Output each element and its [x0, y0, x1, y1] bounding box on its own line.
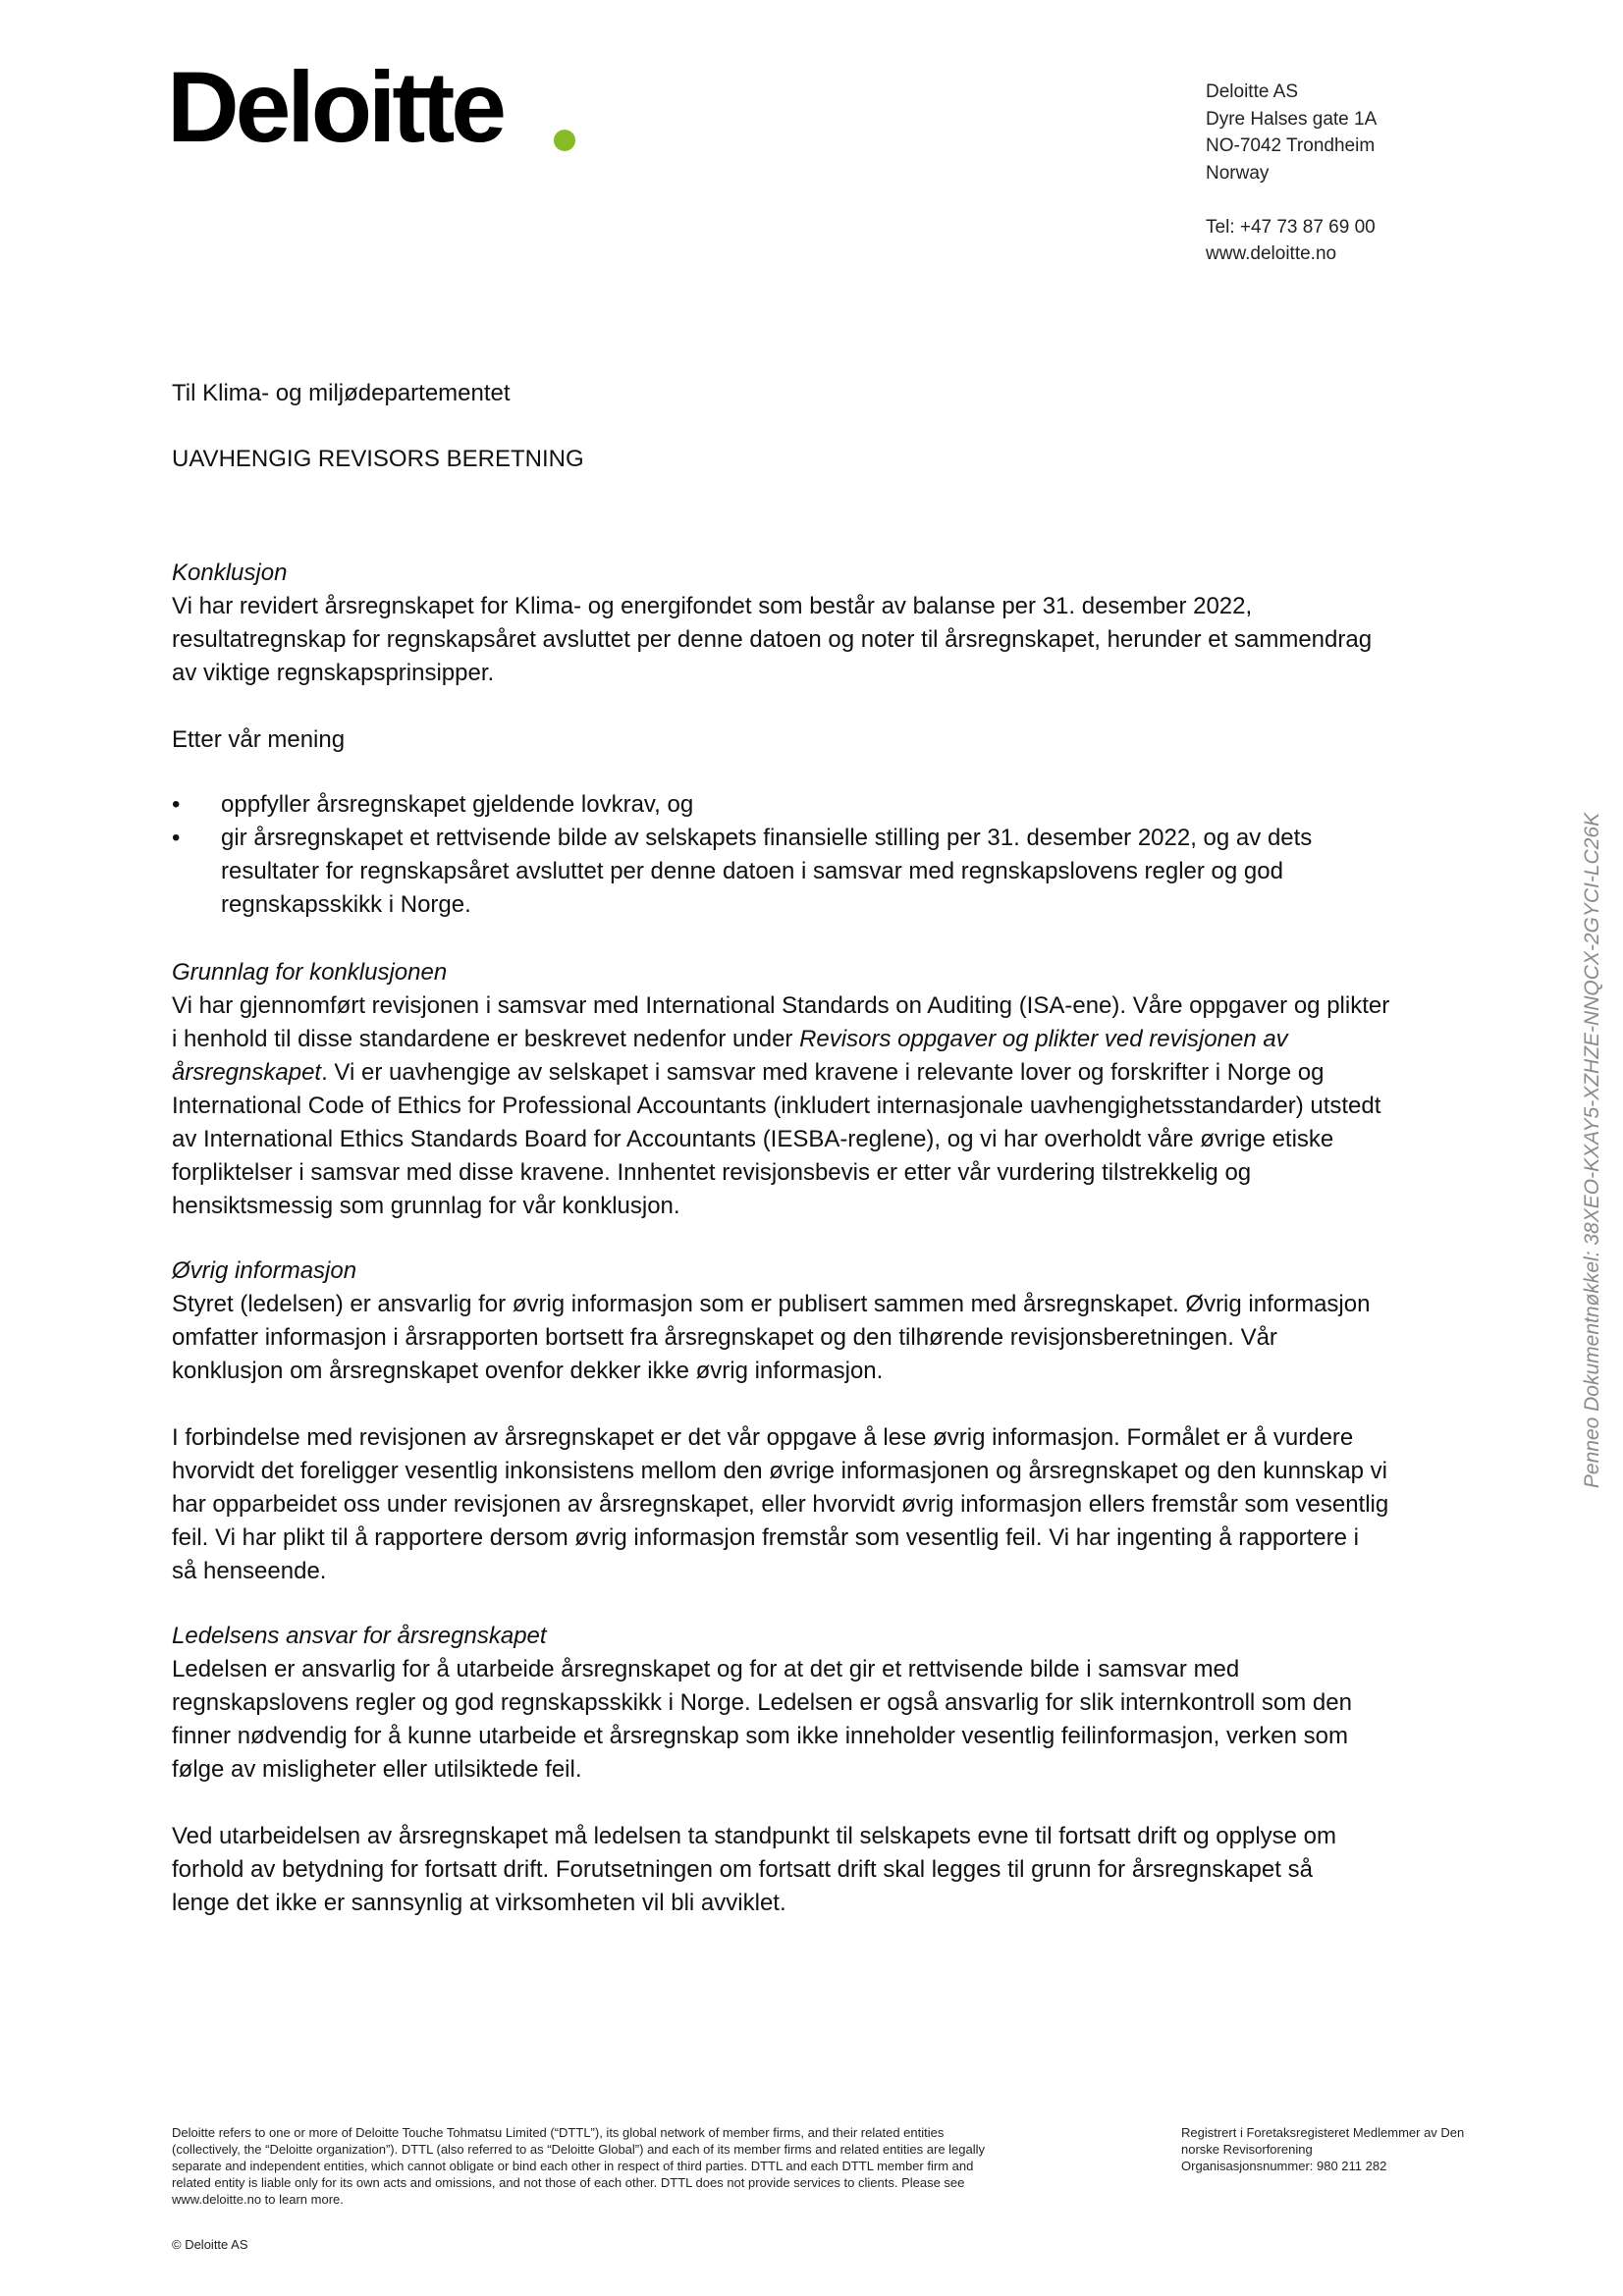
text-line: regnskapslovens regler og god regnskapsskikk i Norge. Ledelsen er også ansvarlig for slik internkontroll som den	[172, 1689, 1352, 1716]
text-line: lenge det ikke er sannsynlig at virksomheten vil bli avviklet.	[172, 1890, 786, 1916]
penneo-document-key: Penneo Dokumentnøkkel: 38XEO-KXAY5-XZHZE-NNQCX-2GYCI-LC26K	[1581, 812, 1603, 1489]
address-line: Deloitte AS	[1206, 81, 1298, 102]
text-line: International Code of Ethics for Professional Accountants (inkludert internasjonale uavhengighetsstandarder) utstedt	[172, 1093, 1381, 1119]
text-line: Ved utarbeidelsen av årsregnskapet må ledelsen ta standpunkt til selskapets evne til fortsatt drift og opplyse om	[172, 1823, 1337, 1849]
text-line: finner nødvendig for å kunne utarbeide et årsregnskap som ikke inneholder vesentlig feilinformasjon, verken som	[172, 1723, 1348, 1749]
list-item	[172, 822, 1312, 922]
text-line: konklusjon om årsregnskapet ovenfor dekker ikke øvrig informasjon.	[172, 1358, 884, 1384]
section-heading: Ledelsens ansvar for årsregnskapet	[172, 1623, 547, 1649]
text-line	[172, 1023, 1389, 1056]
footer-registration	[1181, 2124, 1464, 2174]
text-line: hensiktsmessig som grunnlag for vår konklusjon.	[172, 1193, 680, 1219]
section-ovrig-informasjon	[172, 1255, 1388, 1588]
footer-line: (collectively, the “Deloitte organization”). DTTL (also referred to as “Deloitte Global”) and each of its member firms and related entities are legally	[172, 2142, 986, 2157]
company-address	[1206, 79, 1377, 268]
footer-line: separate and independent entities, which cannot obligate or bind each other in respect of third parties. DTTL and each DTTL member firm and	[172, 2159, 974, 2173]
footer-disclaimer	[172, 2124, 985, 2208]
text-line: resultater for regnskapsåret avsluttet per denne datoen i samsvar med regnskapslovens regler og god	[221, 858, 1283, 884]
text-line: feil. Vi har plikt til å rapportere dersom øvrig informasjon fremstår som vesentlig feil. Vi har ingenting å rapportere i	[172, 1524, 1359, 1551]
section-heading: Øvrig informasjon	[172, 1257, 357, 1284]
footer-line: Organisasjonsnummer: 980 211 282	[1181, 2159, 1387, 2173]
text-line: Vi har gjennomført revisjonen i samsvar med International Standards on Auditing (ISA-ene). Våre oppgaver og plikter	[172, 992, 1390, 1019]
footer-copyright: © Deloitte AS	[172, 2237, 248, 2252]
text-line: Styret (ledelsen) er ansvarlig for øvrig informasjon som er publisert sammen med årsregnskapet. Øvrig informasjon	[172, 1291, 1371, 1317]
text-line	[172, 1056, 1389, 1090]
address-line: Norway	[1206, 162, 1270, 184]
telephone: Tel: +47 73 87 69 00	[1206, 216, 1376, 238]
bullet-icon: •	[172, 825, 181, 851]
text-line: har opparbeidet oss under revisjonen av årsregnskapet, eller hvorvidt øvrig informasjon ellers fremstår som vesentlig	[172, 1491, 1389, 1518]
logo-green-dot	[554, 130, 575, 151]
section-konklusjon	[172, 557, 1372, 757]
recipient: Til Klima- og miljødepartementet	[172, 380, 511, 406]
text-line: så henseende.	[172, 1558, 327, 1584]
text-segment: . Vi er uavhengige av selskapet i samsvar med kravene i relevante lover og forskrifter i Norge og	[321, 1059, 1325, 1086]
section-reference: Revisors oppgaver og plikter ved revisjonen av	[799, 1026, 1288, 1052]
bullet-icon: •	[172, 791, 181, 818]
text-line: regnskapsskikk i Norge.	[221, 891, 471, 918]
section-heading: Konklusjon	[172, 560, 288, 586]
text-segment: i henhold til disse standardene er beskrevet nedenfor under	[172, 1026, 800, 1052]
text-line: gir årsregnskapet et rettvisende bilde av selskapets finansielle stilling per 31. desember 2022, og av dets	[221, 825, 1313, 851]
website: www.deloitte.no	[1206, 243, 1337, 264]
footer-line: Registrert i Foretaksregisteret Medlemmer av Den	[1181, 2125, 1465, 2140]
report-title: UAVHENGIG REVISORS BERETNING	[172, 446, 584, 472]
text-line: av International Ethics Standards Board for Accountants (IESBA-reglene), og vi har overholdt våre øvrige etiske	[172, 1126, 1334, 1152]
text-line: I forbindelse med revisjonen av årsregnskapet er det vår oppgave å lese øvrig informasjon. Formålet er å vurdere	[172, 1424, 1354, 1451]
footer-line: Deloitte refers to one or more of Deloitte Touche Tohmatsu Limited (“DTTL”), its global network of member firms, and their related entities	[172, 2125, 945, 2140]
section-reference: årsregnskapet	[172, 1059, 322, 1086]
section-ledelsens-ansvar	[172, 1620, 1352, 1920]
text-line: Vi har revidert årsregnskapet for Klima- og energifondet som består av balanse per 31. desember 2022,	[172, 593, 1253, 619]
opinion-intro: Etter vår mening	[172, 726, 346, 753]
footer-line: www.deloitte.no to learn more.	[172, 2192, 344, 2207]
deloitte-logo: Deloitte	[167, 51, 504, 163]
footer-line: norske Revisorforening	[1181, 2142, 1313, 2157]
text-line: av viktige regnskapsprinsipper.	[172, 660, 495, 686]
text-line: forpliktelser i samsvar med disse kravene. Innhentet revisjonsbevis er etter vår vurdering tilstrekkelig og	[172, 1159, 1252, 1186]
text-line: følge av misligheter eller utilsiktede feil.	[172, 1756, 582, 1783]
section-heading: Grunnlag for konklusjonen	[172, 959, 448, 986]
text-line: hvorvidt det foreligger vesentlig inkonsistens mellom den øvrige informasjonen og årsregnskapet og den kunnskap vi	[172, 1458, 1388, 1484]
opinion-list	[172, 788, 1312, 922]
address-line: Dyre Halses gate 1A	[1206, 108, 1378, 130]
text-line: resultatregnskap for regnskapsåret avsluttet per denne datoen og noter til årsregnskapet, herunder et sammendrag	[172, 626, 1373, 653]
address-line: NO-7042 Trondheim	[1206, 135, 1376, 156]
text-line: forhold av betydning for fortsatt drift. Forutsetningen om fortsatt drift skal legges til grunn for årsregnskapet så	[172, 1856, 1313, 1883]
list-item	[172, 788, 1312, 822]
text-line: oppfyller årsregnskapet gjeldende lovkrav, og	[221, 791, 694, 818]
text-line: omfatter informasjon i årsrapporten bortsett fra årsregnskapet og den tilhørende revisjonsberetningen. Vår	[172, 1324, 1277, 1351]
footer-line: related entity is liable only for its own acts and omissions, and not those of each other. DTTL does not provide services to clients. Please see	[172, 2175, 965, 2190]
text-line: Ledelsen er ansvarlig for å utarbeide årsregnskapet og for at det gir et rettvisende bilde i samsvar med	[172, 1656, 1240, 1682]
section-grunnlag	[172, 956, 1389, 1223]
